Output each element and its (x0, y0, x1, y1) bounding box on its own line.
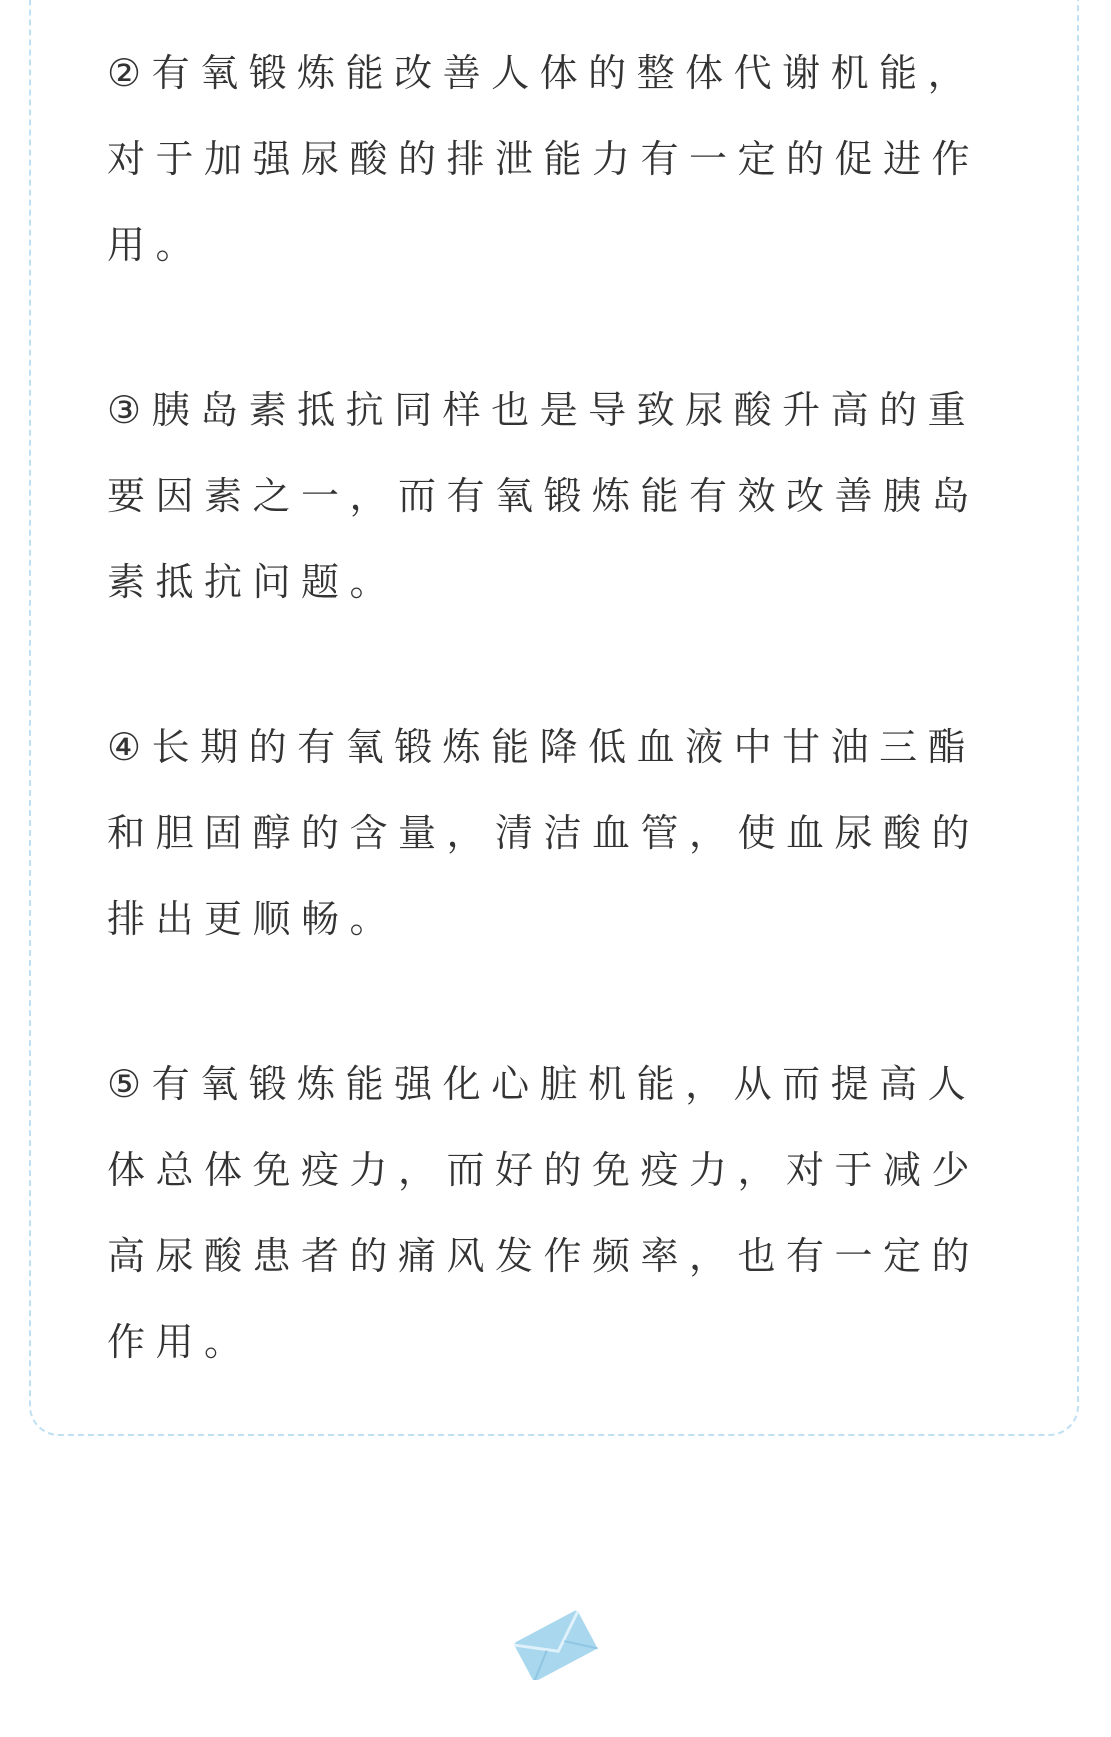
paragraph-4 (107, 704, 1007, 962)
paragraph-5 (107, 1041, 1007, 1385)
paragraph-line: 排出更顺畅。 (107, 897, 399, 941)
paragraph-line: 体总体免疫力，而好的免疫力，对于减少 (107, 1148, 981, 1192)
paragraph-line: 素抵抗问题。 (107, 560, 399, 604)
envelope-icon (505, 1610, 605, 1680)
paragraph-line: 对于加强尿酸的排泄能力有一定的促进作 (107, 137, 981, 181)
paragraph-line: ③胰岛素抵抗同样也是导致尿酸升高的重 (107, 388, 977, 432)
paragraph-3 (107, 367, 1007, 625)
paragraph-line: ②有氧锻炼能改善人体的整体代谢机能， (107, 51, 977, 95)
paragraph-line: 要因素之一，而有氧锻炼能有效改善胰岛 (107, 474, 981, 518)
paragraph-line: ⑤有氧锻炼能强化心脏机能，从而提高人 (107, 1062, 977, 1106)
paragraph-line: ④长期的有氧锻炼能降低血液中甘油三酯 (107, 725, 977, 769)
paragraph-line: 和胆固醇的含量，清洁血管，使血尿酸的 (107, 811, 981, 855)
paragraph-line: 用。 (107, 223, 205, 267)
paragraph-line: 高尿酸患者的痛风发作频率，也有一定的 (107, 1234, 981, 1278)
paragraph-line: 作用。 (107, 1320, 253, 1364)
paragraph-2 (107, 30, 1007, 288)
